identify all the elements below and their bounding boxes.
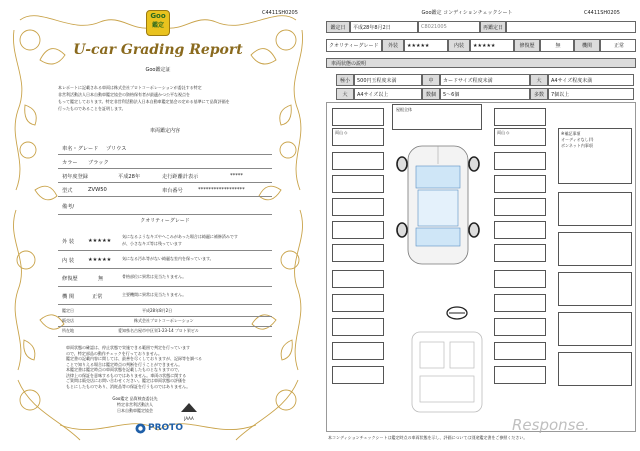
quality-stars: 無 [98, 276, 104, 282]
recheck-value-cell [506, 21, 636, 33]
address-label: 所在地 [62, 328, 74, 333]
panel-box [494, 175, 546, 193]
year-label: 初年度登録 [62, 174, 88, 180]
legend-cell: 5〜6個 [440, 88, 530, 100]
vehicle-name-label: 車名・グレード [62, 146, 99, 152]
legend-cell: 数個 [422, 88, 440, 100]
year-value: 平成28年 [118, 174, 141, 180]
panel-box [332, 342, 384, 360]
footer-org-line: 特定非営利活動法人 [117, 402, 153, 407]
footer-org [90, 397, 180, 413]
section-title: 車両鑑定内容 [149, 128, 180, 134]
model-value: ZVW50 [88, 187, 107, 193]
legend-title: 車両状態の説明 [326, 58, 636, 68]
sheet-title: Goo鑑定 コンディションチェックシート [421, 10, 513, 16]
legend-cell: 大 [336, 88, 354, 100]
intro-text [58, 86, 272, 111]
vehicle-row [58, 154, 272, 169]
exterior-cell: 外装 [382, 39, 404, 52]
disclaimer-line: ので、特定部品の動作チェックを行っておりません。 [66, 350, 163, 356]
legend-cell: A4サイズ以上 [354, 88, 422, 100]
vehicle-row [58, 196, 272, 215]
mileage-value: ***** [230, 173, 243, 179]
quality-title: クオリティーグレード [140, 218, 190, 224]
disclaimer-line: 本鑑定書は鑑定時点の車両状態を記載したものとなりますので、 [66, 367, 182, 372]
panel-box [332, 270, 384, 288]
quality-row [58, 268, 272, 287]
cert-id: C4411SH0205 [262, 10, 298, 16]
quality-label: 外 装 [62, 239, 75, 245]
note-label: 備考/ [62, 204, 75, 210]
condition-sheet [322, 0, 640, 451]
model-label: 型式 [62, 188, 73, 194]
vehicle-row [58, 140, 272, 155]
quality-desc: 気になる汚れ等がない綺麗な室内を保っています。 [122, 256, 214, 261]
date-label: 鑑定日 [62, 308, 74, 313]
disclaimer-line: 鑑定書の記載内容に関しては、最善を尽くしておりますが、記録等を調べる [66, 356, 202, 361]
color-label: カラー [62, 160, 78, 166]
panel-box [494, 128, 546, 146]
quality-desc: 骨格部位に異常は見当たりません。 [122, 274, 187, 279]
panel-box [332, 244, 384, 262]
grade-title-cell: クオリティーグレード [326, 39, 382, 52]
cert-subtitle: Goo鑑定証 [145, 67, 171, 73]
repair-value-cell: 無 [540, 39, 574, 52]
car-top-view-diagram [388, 140, 488, 270]
panel-box [332, 318, 384, 336]
quality-row [58, 286, 272, 305]
cert-title: U-car Grading Report [73, 42, 243, 58]
panel-box [494, 244, 546, 262]
panel-box [332, 366, 384, 384]
quality-row [58, 250, 272, 269]
disclaimer-line: ことで知りえる場合は鑑定時点の判断を行うことができません。 [66, 361, 183, 367]
proto-mark-icon [135, 423, 146, 434]
vehicle-name-value: プリウス [106, 146, 127, 152]
legend-cell: 中 [422, 74, 440, 86]
panel-box [494, 221, 546, 239]
goo-badge [146, 10, 170, 36]
shop-label: 販売店 [62, 318, 74, 323]
goo-badge-bottom: 鑑定 [151, 22, 164, 29]
panel-box [558, 312, 632, 346]
panel-box [494, 318, 546, 336]
panel-box [494, 342, 546, 360]
interior-stars-cell: ★★★★★ [470, 39, 514, 52]
quality-row [58, 230, 272, 251]
code-cell: C8021005 [418, 21, 480, 33]
date-cell: 鑑定日 [326, 21, 350, 33]
response-watermark: Response. [512, 416, 590, 434]
panel-box [558, 232, 632, 266]
repair-cell: 修復歴 [514, 39, 540, 52]
quality-stars: ★★★★★ [88, 257, 112, 263]
notes-box [558, 128, 632, 184]
proto-logo [135, 422, 183, 434]
sheet-footer: 本コンディションチェックシートは鑑定時点の車両状態を示し、評価については別途鑑定書をご参照ください。 [328, 435, 528, 440]
jaaa-logo [178, 398, 200, 421]
info-row [58, 326, 272, 337]
panel-box [494, 198, 546, 216]
address-value: 愛知県名古屋市中区栄1-23-14 プロト栄ビル [118, 328, 199, 333]
mileage-label: 走行距離計表示 [162, 174, 199, 180]
legend-cell: 多数 [530, 88, 548, 100]
note-line: ※補記事項 [561, 131, 581, 136]
footer-org-line: Goo鑑定 品質検査委託先 [112, 396, 158, 401]
jaaa-text: JAAA [184, 416, 194, 421]
chassis-value: ****************** [198, 187, 245, 193]
roof-label: 屋根全体 [396, 107, 412, 112]
disclaimer-line: 法律上の保証を意味するものではありません。車両の状態に関する [66, 372, 187, 378]
legend-cell: A4サイズ程度未満 [548, 74, 634, 86]
date-value-cell: 平成28年8月2日 [350, 21, 418, 33]
panel-box [494, 270, 546, 288]
disclaimer-line: ご質問は販売店にお問い合わせください。鑑定は車両状態の評価を [66, 378, 186, 383]
engine-cell: 機関 [574, 39, 600, 52]
legend-cell: 大 [530, 74, 548, 86]
jaaa-emblem-icon [178, 401, 200, 413]
date-value: 平成28年8月2日 [142, 308, 173, 313]
quality-desc: が、小さなキズ等は残っています [122, 241, 182, 246]
panel-box [558, 352, 632, 386]
panel-box [494, 108, 546, 126]
panel-box [332, 175, 384, 193]
panel-box [332, 198, 384, 216]
panel-box [332, 108, 384, 126]
quality-desc: 主要機関に異常は見当たりません。 [122, 292, 187, 297]
panel-label: 両山 ◇ [497, 130, 510, 135]
shop-value: 株式会社プロトコーポレーション [134, 318, 194, 323]
quality-stars: 正常 [92, 294, 103, 300]
proto-text: PROTO [148, 423, 183, 433]
panel-box [558, 272, 632, 306]
quality-label: 内 装 [62, 258, 75, 264]
disclaimer-line: 車両状態の確認は、停止状態で実施できる範囲で判定を行っています [66, 345, 190, 350]
sheet-cert-id: C4411SH0205 [584, 10, 620, 16]
panel-box [494, 294, 546, 312]
panel-box [558, 192, 632, 226]
quality-label: 機 関 [62, 294, 75, 300]
vehicle-row [58, 168, 272, 183]
intro-line: 行ったものであることを証明します。 [58, 106, 126, 111]
disclaimer-line: もとにしたものであり、消耗品等の保証を行うものではありません。 [66, 383, 191, 389]
legend-cell: 500円玉程度未満 [354, 74, 422, 86]
panel-box [494, 152, 546, 170]
quality-label: 修復歴 [62, 276, 78, 282]
engine-value-cell: 正常 [600, 39, 636, 52]
goo-badge-top: Goo [150, 12, 166, 20]
interior-cell: 内装 [448, 39, 470, 52]
note-line: オーディオなし(!) [561, 137, 594, 142]
recheck-cell: 再鑑定日 [480, 21, 506, 33]
panel-box [332, 128, 384, 146]
panel-box [494, 366, 546, 384]
roof-box [392, 104, 482, 130]
legend-cell: 極小 [336, 74, 354, 86]
panel-box [332, 221, 384, 239]
disclaimer [66, 346, 266, 389]
vehicle-row [58, 182, 272, 197]
quality-stars: ★★★★★ [88, 238, 112, 244]
quality-desc: 気になるようなキズやへこみがあった場合は綺麗に補修済みです [122, 234, 238, 239]
interior-sketch [402, 328, 492, 418]
steering-wheel-icon [446, 306, 468, 320]
intro-line: 非営利活動法人日本自動車鑑定協会の資格保有者が最適かつ公平な視点を [58, 92, 190, 97]
color-value: ブラック [88, 160, 109, 166]
panel-box [332, 152, 384, 170]
intro-line: もって鑑定しております。特定非営利活動法人日本自動車鑑定協会の定める基準にて品質評価を [58, 99, 230, 104]
exterior-stars-cell: ★★★★★ [404, 39, 448, 52]
legend-cell: カードサイズ程度未満 [440, 74, 530, 86]
footer-org-line: 日本自動車鑑定協会 [117, 408, 153, 413]
certificate [0, 0, 316, 451]
panel-box [332, 294, 384, 312]
chassis-label: 車台番号 [162, 188, 183, 194]
legend-cell: 7個以上 [548, 88, 634, 100]
intro-line: 本レポートに記載される車両は株式会社プロトコーポレーションが委託する特定 [58, 85, 202, 90]
note-line: ボンネット内事項 [561, 143, 593, 148]
panel-label: 両山 ◇ [335, 130, 348, 135]
